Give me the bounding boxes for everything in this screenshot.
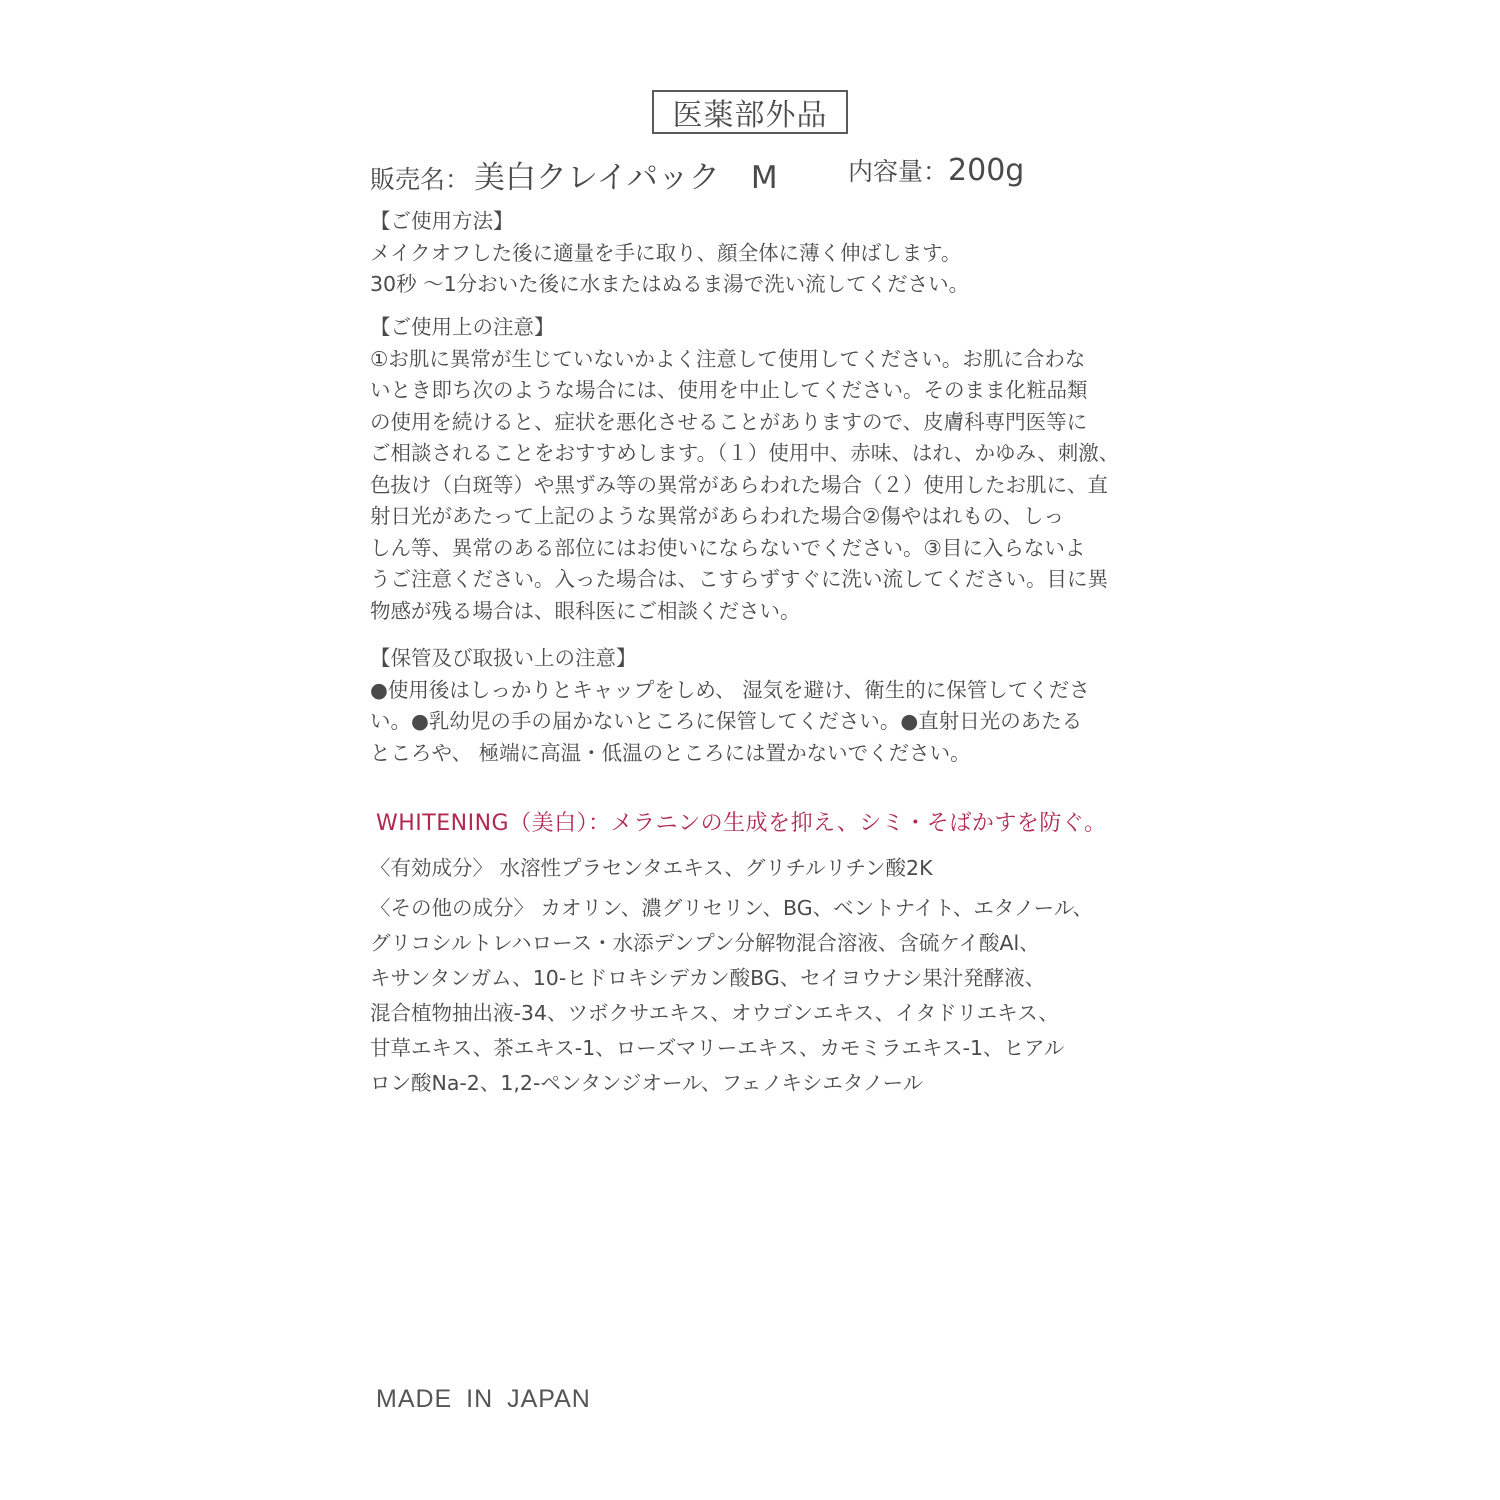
precautions-line: ①お肌に異常が生じていないかよく注意して使用してください。お肌に合わな — [370, 346, 1086, 371]
precautions-line: しん等、異常のある部位にはお使いにならないでください。③目に入らないよ — [370, 535, 1086, 560]
product-volume — [848, 152, 1024, 188]
usage-line: 30秒 ～1分おいた後に水またはぬるま湯で洗い流してください。 — [370, 272, 970, 296]
other-ingredients-line: グリコシルトレハロース・水添デンプン分解物混合溶液、含硫ケイ酸Al、 — [370, 931, 1040, 955]
usage-section — [370, 206, 1150, 301]
storage-line: い。●乳幼児の手の届かないところに保管してください。●直射日光のあたる — [370, 709, 1083, 733]
precautions-heading: 【ご使用上の注意】 — [370, 315, 555, 339]
storage-heading: 【保管及び取扱い上の注意】 — [370, 646, 637, 670]
storage-section — [370, 643, 1150, 769]
usage-heading: 【ご使用方法】 — [370, 209, 514, 233]
other-ingredients-line: 甘草エキス、茶エキス-1、ローズマリーエキス、カモミラエキス-1、ヒアル — [370, 1036, 1065, 1060]
product-info — [370, 152, 1150, 200]
storage-line: ところや、 極端に高温・低温のところには置かないでください。 — [370, 740, 971, 765]
precautions-line: ご相談されることをおすすめします。（１）使用中、赤味、はれ、かゆみ、刺激、 — [370, 441, 1120, 465]
quasi-drug-label: 医薬部外品 — [672, 98, 828, 133]
precautions-line: 物感が残る場合は、眼科医にご相談ください。 — [370, 598, 801, 623]
product-name-value: 美白クレイパック M — [474, 160, 778, 196]
quasi-drug-badge — [652, 90, 848, 134]
precautions-section — [370, 312, 1150, 627]
other-ingredients-line: 混合植物抽出液-34、ツボクサエキス、オウゴンエキス、イタドリエキス、 — [370, 1001, 1059, 1025]
country-of-origin: MADE IN JAPAN — [376, 1385, 591, 1413]
usage-line: メイクオフした後に適量を手に取り、顔全体に薄く伸ばします。 — [370, 240, 962, 265]
product-name-label: 販売名： — [370, 165, 471, 194]
volume-label: 内容量： — [848, 157, 949, 186]
other-ingredients-line: ロン酸Na-2、1,2-ペンタンジオール、フェノキシエタノール — [370, 1071, 924, 1095]
active-ingredients — [370, 851, 1150, 886]
whitening-claim: WHITENING（美白）：メラニンの生成を抑え、シミ・そばかすを防ぐ。 — [376, 811, 1107, 836]
precautions-line: 射日光があたって上記のような異常があらわれた場合②傷やはれもの、しっ — [370, 504, 1065, 528]
precautions-line: の使用を続けると、症状を悪化させることがありますので、皮膚科専門医等に — [370, 409, 1088, 434]
storage-line: ●使用後はしっかりとキャップをしめ、 湿気を避け、衛生的に保管してくださ — [370, 677, 1090, 702]
volume-value: 200g — [948, 153, 1025, 188]
active-ingredients-text: 〈有効成分〉 水溶性プラセンタエキス、グリチルリチン酸2K — [370, 856, 933, 880]
precautions-line: いとき即ち次のような場合には、使用を中止してください。そのまま化粧品類 — [370, 378, 1088, 402]
precautions-line: 色抜け（白斑等）や黒ずみ等の異常があらわれた場合（２）使用したお肌に、直 — [370, 472, 1108, 497]
other-ingredients-line: キサンタンガム、10-ヒドロキシデカン酸BG、セイヨウナシ果汁発酵液、 — [370, 966, 1046, 990]
other-ingredients-line: 〈その他の成分〉 カオリン、濃グリセリン、BG、ベントナイト、エタノール、 — [370, 896, 1094, 920]
precautions-line: うご注意ください。入った場合は、こすらずすぐに洗い流してください。目に異 — [370, 567, 1108, 591]
other-ingredients — [370, 891, 1150, 1101]
